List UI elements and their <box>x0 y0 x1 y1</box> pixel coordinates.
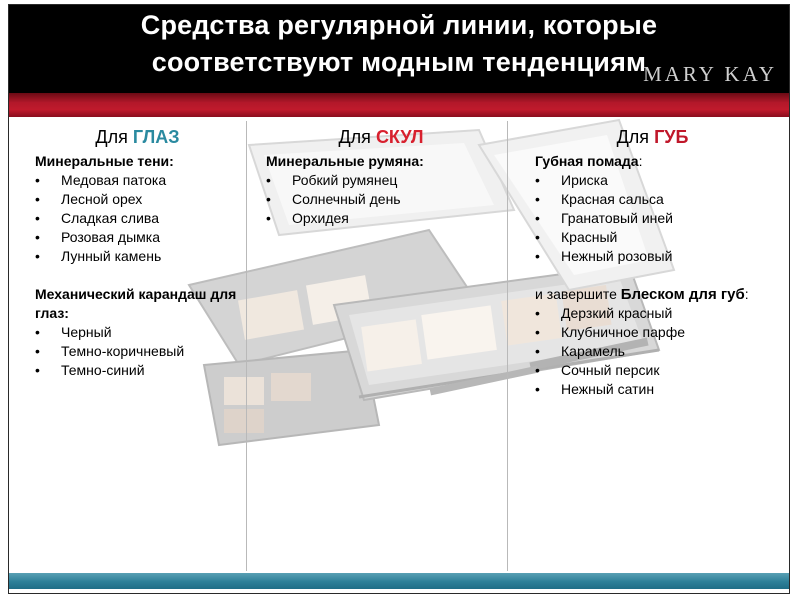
eyes-column <box>35 126 240 380</box>
list-item: • Нежный розовый <box>535 247 770 266</box>
gloss-title-colon: : <box>744 286 749 302</box>
list-item: • Красная сальса <box>535 190 770 209</box>
eyes-heading <box>35 126 240 148</box>
list-item: • Орхидея <box>266 209 496 228</box>
brand-logo: MARY KAY <box>643 62 777 86</box>
title-line-1: Средства регулярной линии, которые <box>140 10 658 40</box>
teal-stripe <box>9 573 789 589</box>
gloss-list <box>535 304 770 399</box>
eyeliner-list <box>35 323 240 380</box>
list-item: • Темно-синий <box>35 361 240 380</box>
blush-list <box>266 171 496 228</box>
gloss-prefix: и завершите <box>535 286 621 302</box>
list-item: • Клубничное парфе <box>535 323 770 342</box>
lips-column <box>535 126 770 399</box>
column-divider-left <box>246 121 247 571</box>
list-item: • Ириска <box>535 171 770 190</box>
cheeks-heading <box>266 126 496 148</box>
list-item: • Темно-коричневый <box>35 342 240 361</box>
slide-frame <box>8 4 790 594</box>
list-item: • Черный <box>35 323 240 342</box>
lipstick-title-text: Губная помада <box>535 153 639 169</box>
gloss-title-text: Блеском для губ <box>620 286 745 303</box>
cheeks-heading-prefix: Для <box>338 127 371 147</box>
lips-heading-prefix: Для <box>616 127 650 147</box>
red-stripe <box>9 93 789 117</box>
list-item: • Сладкая слива <box>35 209 240 228</box>
eyeshadow-title: Минеральные тени: <box>35 153 174 169</box>
list-item: • Гранатовый иней <box>535 209 770 228</box>
list-item: • Солнечный день <box>266 190 496 209</box>
list-item: • Карамель <box>535 342 770 361</box>
list-item: • Медовая патока <box>35 171 240 190</box>
lipstick-title-colon: : <box>638 153 643 169</box>
list-item: • Дерзкий красный <box>535 304 770 323</box>
list-item: • Розовая дымка <box>35 228 240 247</box>
list-item: • Сочный персик <box>535 361 770 380</box>
list-item: • Робкий румянец <box>266 171 496 190</box>
list-item: • Лесной орех <box>35 190 240 209</box>
column-divider-right <box>507 121 508 571</box>
list-item: • Нежный сатин <box>535 380 770 399</box>
lips-heading-accent: ГУБ <box>654 127 689 147</box>
gloss-title <box>535 285 770 304</box>
cheeks-column <box>266 126 496 228</box>
list-item: • Лунный камень <box>35 247 240 266</box>
eyes-heading-prefix: Для <box>95 127 128 147</box>
eyeshadow-list <box>35 171 240 266</box>
list-item: • Красный <box>535 228 770 247</box>
lipstick-title <box>535 152 770 171</box>
lips-heading <box>535 126 770 148</box>
blush-title: Минеральные румяна: <box>266 153 424 169</box>
eyeliner-title: Механический карандаш для глаз: <box>35 286 237 321</box>
eyes-heading-accent: ГЛАЗ <box>132 127 180 147</box>
header-bar <box>9 5 789 93</box>
lipstick-list <box>535 171 770 266</box>
cheeks-heading-accent: СКУЛ <box>375 127 424 147</box>
title-line-2: соответствуют модным тенденциям <box>151 47 647 77</box>
